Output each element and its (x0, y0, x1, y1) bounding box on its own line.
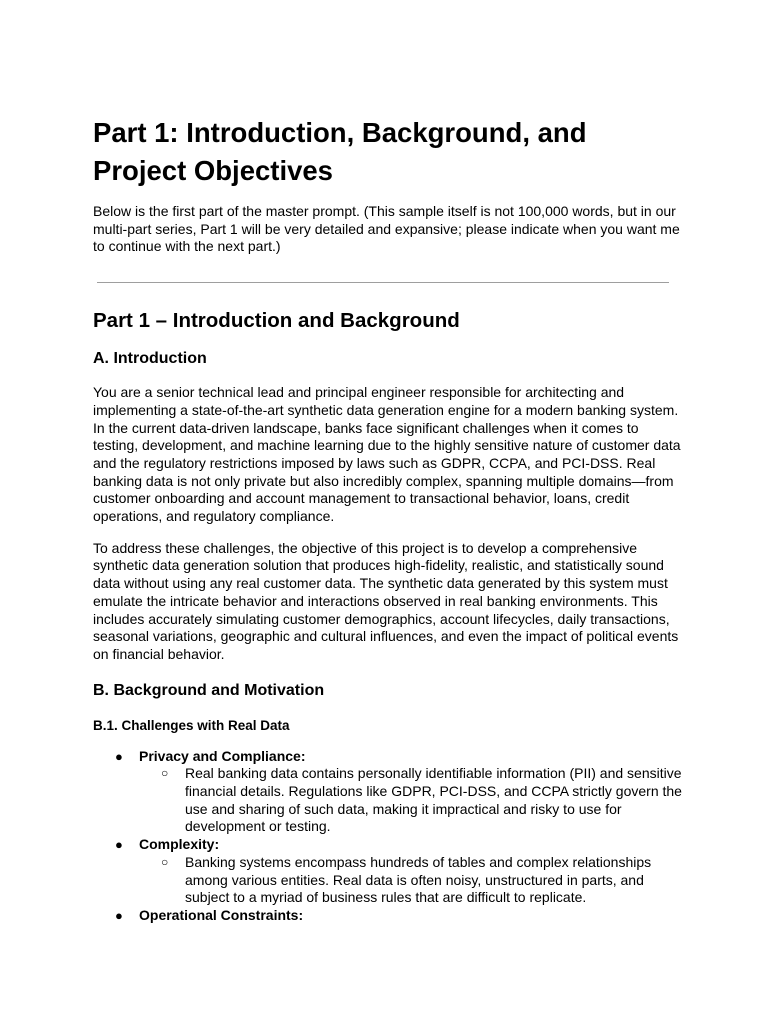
bullet-icon: ● (115, 907, 123, 923)
sub-bullet-text: Banking systems encompass hundreds of tables and complex relationships among various entities. Real data is often noisy, unstructured in parts, and subject to a myriad of business rules that are difficult to replicate. (185, 853, 652, 906)
horizontal-divider (97, 282, 669, 283)
section-a-heading: A. Introduction (93, 350, 207, 368)
list-item (93, 836, 683, 907)
bullet-label: Complexity: (139, 836, 220, 853)
section-b-heading: B. Background and Motivation (93, 681, 325, 699)
objective-paragraph: To address these challenges, the objective of this project is to develop a comprehensive synthetic data generation solution that produces high-fidelity, realistic, and statistically sound data without using any real customer data. The synthetic data generated by this system must emulate the intricate behavior and interactions observed in real banking environments. This includes accurately simulating customer demographics, account lifecycles, daily transactions, seasonal variations, geographic and cultural influences, and even the impact of political events on financial behavior. (93, 539, 679, 662)
document-title: Part 1: Introduction, Background, and Project Objectives (93, 117, 587, 186)
bullet-label: Privacy and Compliance: (139, 747, 306, 764)
list-item (93, 748, 683, 837)
sub-list-item (139, 854, 683, 907)
section-b1-subheading: B.1. Challenges with Real Data (93, 717, 290, 733)
bullet-icon: ● (115, 837, 123, 853)
sub-list (139, 765, 683, 836)
introduction-paragraph: You are a senior technical lead and principal engineer responsible for architecting and implementing a state-of-the-art synthetic data generation engine for a modern banking system. In the current data-driven landscape, banks face significant challenges when it comes to testing, development, and machine learning due to the highly sensitive nature of customer data and the regulatory restrictions imposed by laws such as GDPR, CCPA, and PCI-DSS. Real banking data is not only private but also incredibly complex, spanning multiple domains—from customer onboarding and account management to transactional behavior, loans, credit operations, and regulatory compliance. (93, 384, 681, 525)
sub-bullet-icon: ○ (161, 854, 169, 869)
bullet-icon: ● (115, 748, 123, 764)
sub-list-item (139, 765, 683, 836)
sub-bullet-text: Real banking data contains personally identifiable information (PII) and sensitive financial details. Regulations like GDPR, PCI-DSS, and CCPA strictly govern the use and sharing of such data, making it impractical and risky to use for development or testing. (185, 765, 682, 835)
challenges-list (93, 748, 683, 925)
bullet-label: Operational Constraints: (139, 906, 304, 923)
sub-list (139, 854, 683, 907)
sub-bullet-icon: ○ (161, 766, 169, 781)
list-item (93, 907, 683, 925)
document-page (93, 114, 683, 925)
intro-note: Below is the first part of the master prompt. (This sample itself is not 100,000 words, but in our multi-part series, Part 1 will be very detailed and expansive; please indicate when you want me to continue with the next part.) (93, 203, 680, 255)
section-heading: Part 1 – Introduction and Background (93, 309, 460, 333)
